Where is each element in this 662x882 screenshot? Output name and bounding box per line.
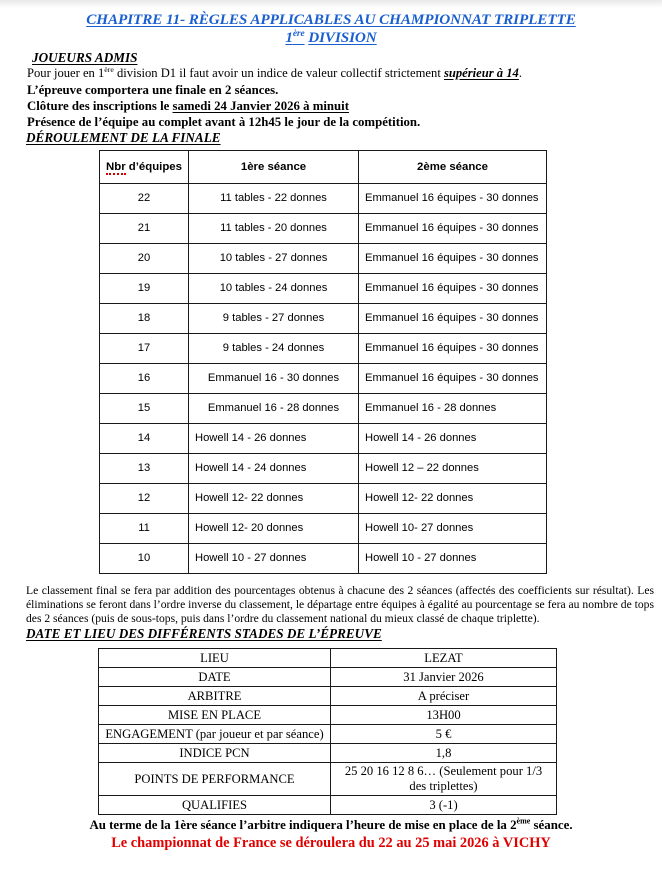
line-cloture-inscriptions (24, 98, 662, 114)
table-row (100, 243, 547, 273)
schedule-cell-teams: 20 (100, 243, 189, 273)
heading-joueurs-admis: JOUEURS ADMIS (32, 50, 138, 65)
info-cell-value: 25 20 16 12 8 6… (Seulement pour 1/3 des triplettes) (331, 763, 557, 796)
table-row (100, 273, 547, 303)
info-table (98, 648, 557, 815)
schedule-cell-seance-1: 9 tables - 24 donnes (189, 333, 359, 363)
schedule-cell-seance-2: Emmanuel 16 équipes - 30 donnes (359, 213, 547, 243)
info-cell-label: POINTS DE PERFORMANCE (99, 763, 331, 796)
table-row (100, 363, 547, 393)
line-epreuve-finale: L’épreuve comportera une finale en 2 séances. (27, 82, 279, 97)
schedule-cell-seance-2: Emmanuel 16 équipes - 30 donnes (359, 333, 547, 363)
line-conditions-emphasis: supérieur à 14 (443, 66, 519, 80)
line-cloture-deadline: samedi 24 Janvier 2026 à minuit (172, 98, 349, 113)
info-cell-value: 3 (-1) (331, 796, 557, 815)
schedule-cell-seance-2: Emmanuel 16 équipes - 30 donnes (359, 243, 547, 273)
info-cell-label: MISE EN PLACE (99, 706, 331, 725)
schedule-cell-seance-1: 11 tables - 22 donnes (189, 183, 359, 213)
schedule-cell-teams: 17 (100, 333, 189, 363)
schedule-cell-seance-1: Howell 14 - 26 donnes (189, 423, 359, 453)
schedule-cell-seance-1: Howell 12- 20 donnes (189, 513, 359, 543)
schedule-cell-teams: 19 (100, 273, 189, 303)
schedule-cell-seance-1: 11 tables - 20 donnes (189, 213, 359, 243)
heading-date-lieu: DATE ET LIEU DES DIFFÉRENTS STADES DE L’ÉPREUVE (26, 626, 382, 642)
schedule-cell-teams: 12 (100, 483, 189, 513)
schedule-cell-seance-2: Emmanuel 16 équipes - 30 donnes (359, 273, 547, 303)
schedule-table (99, 150, 547, 574)
info-cell-value: 1,8 (331, 744, 557, 763)
schedule-cell-teams: 14 (100, 423, 189, 453)
schedule-header-teams-rest: d’équipes (125, 160, 182, 173)
table-row (99, 725, 557, 744)
page-title-line-1: CHAPITRE 11- RÈGLES APPLICABLES AU CHAMPIONNAT TRIPLETTE (86, 11, 576, 28)
line-cloture-prefix: Clôture des inscriptions le (27, 98, 173, 113)
schedule-cell-teams: 18 (100, 303, 189, 333)
schedule-cell-seance-1: 10 tables - 24 donnes (189, 273, 359, 303)
info-cell-value: 31 Janvier 2026 (331, 668, 557, 687)
line-conditions-participation (24, 66, 662, 82)
schedule-cell-seance-1: Emmanuel 16 - 28 donnes (189, 393, 359, 423)
schedule-cell-seance-2: Emmanuel 16 équipes - 30 donnes (359, 183, 547, 213)
table-row (100, 393, 547, 423)
info-cell-value: LEZAT (331, 649, 557, 668)
schedule-cell-seance-1: Howell 14 - 24 donnes (189, 453, 359, 483)
schedule-cell-teams: 22 (100, 183, 189, 213)
schedule-header-teams-spellchecked: Nbr (106, 160, 126, 173)
classement-paragraph: Le classement final se fera par addition des pourcentages obtenus à chacune des 2 séances (affectés des coefficients sur résultat). Les éliminations se feront dans l’ordre inverse du classement, le départage entre équipes à égalité au pourcentage se fera au nombre de tops des 2 séances (puis de sous-tops, puis dans l’ordre du classement national du mieux classé de chaque triplette). (26, 583, 654, 625)
schedule-cell-seance-2: Howell 10 - 27 donnes (359, 543, 547, 573)
table-row (100, 303, 547, 333)
table-row (100, 543, 547, 573)
table-row (100, 333, 547, 363)
table-row (100, 453, 547, 483)
info-cell-label: INDICE PCN (99, 744, 331, 763)
schedule-header-seance-1: 1ère séance (189, 150, 359, 183)
schedule-cell-seance-1: Howell 10 - 27 donnes (189, 543, 359, 573)
table-row (99, 649, 557, 668)
schedule-cell-seance-2: Emmanuel 16 équipes - 30 donnes (359, 363, 547, 393)
schedule-cell-seance-2: Howell 12 – 22 donnes (359, 453, 547, 483)
schedule-cell-teams: 13 (100, 453, 189, 483)
schedule-cell-seance-1: 10 tables - 27 donnes (189, 243, 359, 273)
line-presence-equipe: Présence de l’équipe au complet avant à 12h45 le jour de la compétition. (27, 114, 421, 129)
table-row (99, 744, 557, 763)
table-row (99, 687, 557, 706)
line-conditions-part-b: division D1 il faut avoir un indice de valeur collectif strictement (113, 66, 444, 80)
info-cell-label: QUALIFIES (99, 796, 331, 815)
page-title-line-2 (0, 29, 662, 47)
table-row (100, 423, 547, 453)
schedule-cell-seance-1: Emmanuel 16 - 30 donnes (189, 363, 359, 393)
schedule-cell-teams: 21 (100, 213, 189, 243)
top-gradient-band (0, 0, 662, 8)
info-cell-label: ENGAGEMENT (par joueur et par séance) (99, 725, 331, 744)
table-row (99, 706, 557, 725)
schedule-cell-teams: 15 (100, 393, 189, 423)
page-title-division-ordinal: ère (292, 28, 305, 39)
schedule-cell-teams: 11 (100, 513, 189, 543)
schedule-cell-teams: 16 (100, 363, 189, 393)
schedule-cell-seance-2: Emmanuel 16 équipes - 30 donnes (359, 303, 547, 333)
schedule-cell-seance-2: Emmanuel 16 - 28 donnes (359, 393, 547, 423)
schedule-table-body (100, 183, 547, 573)
footer-note-seance (0, 817, 662, 833)
info-cell-value: 13H00 (331, 706, 557, 725)
table-row (100, 513, 547, 543)
info-table-wrapper (0, 648, 662, 815)
schedule-table-wrapper (0, 150, 662, 574)
table-row (99, 668, 557, 687)
table-row (100, 213, 547, 243)
footer-note-part-b: séance. (530, 818, 573, 833)
table-row (100, 183, 547, 213)
info-cell-label: DATE (99, 668, 331, 687)
schedule-cell-seance-2: Howell 12- 22 donnes (359, 483, 547, 513)
line-conditions-ordinal: ère (104, 64, 114, 74)
schedule-cell-seance-1: 9 tables - 27 donnes (189, 303, 359, 333)
info-cell-label: LIEU (99, 649, 331, 668)
schedule-table-head (100, 150, 547, 183)
page-title-division-word: DIVISION (308, 29, 377, 46)
schedule-header-row (100, 150, 547, 183)
schedule-header-seance-2: 2ème séance (359, 150, 547, 183)
footer-championnat-france: Le championnat de France se déroulera du 22 au 25 mai 2026 à VICHY (111, 835, 551, 852)
info-cell-value: A préciser (331, 687, 557, 706)
line-conditions-part-a: Pour jouer en 1 (27, 66, 105, 80)
table-row (100, 483, 547, 513)
footer-note-part-a: Au terme de la 1ère séance l’arbitre indiquera l’heure de mise en place de la 2 (89, 818, 517, 833)
schedule-cell-teams: 10 (100, 543, 189, 573)
schedule-cell-seance-2: Howell 10- 27 donnes (359, 513, 547, 543)
schedule-cell-seance-2: Howell 14 - 26 donnes (359, 423, 547, 453)
page-title-division-number: 1 (285, 29, 293, 46)
schedule-cell-seance-1: Howell 12- 22 donnes (189, 483, 359, 513)
heading-deroulement-finale: DÉROULEMENT DE LA FINALE (26, 129, 221, 145)
line-conditions-part-c: . (518, 66, 522, 80)
intro-block (0, 50, 662, 146)
info-cell-value: 5 € (331, 725, 557, 744)
table-row (99, 796, 557, 815)
schedule-header-teams (100, 150, 189, 183)
table-row (99, 763, 557, 796)
info-cell-label: ARBITRE (99, 687, 331, 706)
footer-note-ordinal: ème (516, 816, 531, 826)
info-table-body (99, 649, 557, 815)
